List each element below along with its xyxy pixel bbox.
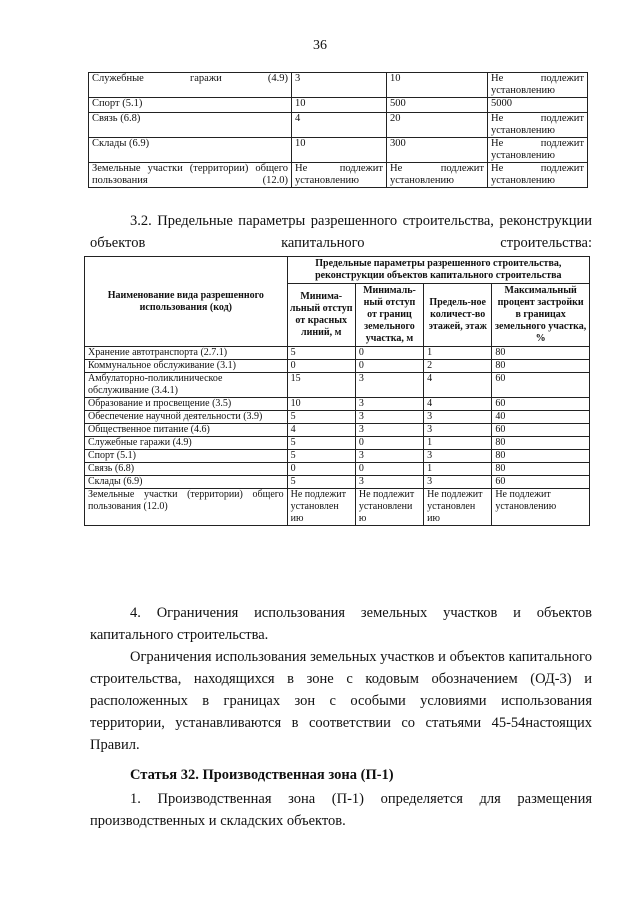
table-row	[85, 450, 590, 463]
header-use-type: Наименование вида разрешенного использования (код)	[85, 257, 288, 347]
table-cell: Связь (6.8)	[85, 463, 288, 476]
table-cell: 4	[424, 398, 492, 411]
table-cell: 0	[355, 463, 423, 476]
table-row	[85, 411, 590, 424]
table-row	[89, 138, 588, 163]
table-row	[85, 347, 590, 360]
cell-text: 4	[295, 113, 301, 124]
table-cell: Коммунальное обслуживание (3.1)	[85, 360, 288, 373]
cell-text: 10	[295, 138, 306, 149]
table-cell: Общественное питание (4.6)	[85, 424, 288, 437]
table-cell: 0	[355, 347, 423, 360]
table-row	[85, 398, 590, 411]
table-cell	[488, 138, 588, 163]
cell-text: 5000	[491, 98, 512, 109]
section-4-title: 4. Ограничения использования земельных участков и объектов капитального строительства.	[90, 605, 592, 643]
cell-text: 10	[295, 98, 306, 109]
table-cell: Хранение автотранспорта (2.7.1)	[85, 347, 288, 360]
table-cell: 10	[287, 398, 355, 411]
table-cell: Склады (6.9)	[85, 476, 288, 489]
table-cell: 1	[424, 437, 492, 450]
table-cell	[387, 98, 488, 113]
table-cell	[89, 163, 292, 188]
table-cell: Не подлежит установлен ию	[287, 489, 355, 526]
table-row	[85, 360, 590, 373]
table-cell: 60	[492, 476, 590, 489]
table-cell: Не подлежит установлен ию	[424, 489, 492, 526]
table-cell	[292, 98, 387, 113]
table-cell: 40	[492, 411, 590, 424]
table-row	[85, 437, 590, 450]
table-row	[85, 373, 590, 398]
cell-text: Склады (6.9)	[92, 138, 150, 149]
cell-text: Не подлежит установлению	[491, 113, 584, 136]
cell-text: Земельные участки (территории) общего пользования (12.0)	[92, 163, 288, 186]
table-cell	[488, 163, 588, 188]
cell-text: Не подлежит установлению	[295, 163, 383, 186]
page-number: 36	[313, 38, 327, 53]
table-cell: 0	[287, 360, 355, 373]
table-cell	[292, 138, 387, 163]
cell-text: 10	[390, 73, 401, 84]
table-limits-continued	[88, 72, 588, 188]
table-cell: 5	[287, 476, 355, 489]
article-32-title: Статья 32. Производственная зона (П-1)	[130, 767, 394, 783]
table-cell: 80	[492, 347, 590, 360]
table-cell: Не подлежит установлению	[492, 489, 590, 526]
header-max-coverage: Максимальный процент застройки в границах земельного участка, %	[492, 284, 590, 347]
table-cell	[292, 113, 387, 138]
table-cell: 0	[355, 360, 423, 373]
table-cell: 3	[355, 373, 423, 398]
table-cell: 2	[424, 360, 492, 373]
table-cell	[89, 138, 292, 163]
table-cell: Амбулаторно-поликлиническое обслуживание (3.4.1)	[85, 373, 288, 398]
article-32-paragraph-1: 1. Производственная зона (П-1) определяется для размещения производственных и складских объектов.	[90, 791, 592, 829]
cell-text: Не подлежит установлению	[491, 163, 584, 186]
cell-text: 3	[295, 73, 301, 84]
table-cell	[387, 113, 488, 138]
table-cell	[292, 163, 387, 188]
table-cell: 4	[424, 373, 492, 398]
table-cell: 3	[424, 450, 492, 463]
table-cell	[89, 113, 292, 138]
table-cell: 0	[287, 463, 355, 476]
header-floors: Предель-ное количест-во этажей, этаж	[424, 284, 492, 347]
header-red-line-setback: Минима-льный отступ от красных линий, м	[287, 284, 355, 347]
table-cell: 3	[355, 424, 423, 437]
table-cell: 3	[355, 450, 423, 463]
cell-text: 500	[390, 98, 406, 109]
table-cell: Обеспечение научной деятельности (3.9)	[85, 411, 288, 424]
table-row	[85, 463, 590, 476]
table-row	[85, 424, 590, 437]
table-cell: 3	[355, 398, 423, 411]
table-cell: 80	[492, 450, 590, 463]
table-cell	[387, 138, 488, 163]
section-3-2-heading: 3.2. Предельные параметры разрешенного строительства, реконструкции объектов капитального строительства:	[90, 213, 592, 251]
table-cell: Образование и просвещение (3.5)	[85, 398, 288, 411]
cell-text: Служебные гаражи (4.9)	[92, 73, 288, 84]
table-cell: 80	[492, 360, 590, 373]
table-cell: 60	[492, 373, 590, 398]
header-parameters-group: Предельные параметры разрешенного строительства, реконструкции объектов капитального строительства	[287, 257, 589, 284]
table-cell: 15	[287, 373, 355, 398]
section-4-body: Ограничения использования земельных участков и объектов капитального строительства, находящихся в зоне с кодовым обозначением (ОД-3) и расположенных в границах зон с особыми условиями использования территории, устанавливаются в соответствии со статьями 45-54настоящих Правил.	[90, 649, 592, 753]
table-cell	[488, 113, 588, 138]
table-row	[89, 163, 588, 188]
table-cell: 5	[287, 411, 355, 424]
table-cell: 3	[424, 411, 492, 424]
table-row	[89, 73, 588, 98]
table-cell: 4	[287, 424, 355, 437]
table-row	[89, 113, 588, 138]
table-cell: 3	[355, 411, 423, 424]
table-cell	[488, 73, 588, 98]
cell-text: Не подлежит установлению	[491, 138, 584, 161]
table-cell: 3	[424, 424, 492, 437]
cell-text: 300	[390, 138, 406, 149]
table-cell: 5	[287, 450, 355, 463]
cell-text: 20	[390, 113, 401, 124]
table-cell	[387, 73, 488, 98]
table-cell	[387, 163, 488, 188]
table-cell: 5	[287, 347, 355, 360]
table-cell	[89, 73, 292, 98]
table-cell: Спорт (5.1)	[85, 450, 288, 463]
table-cell: 3	[424, 476, 492, 489]
table-cell	[292, 73, 387, 98]
table-cell: 5	[287, 437, 355, 450]
table-cell: 80	[492, 437, 590, 450]
cell-text: Спорт (5.1)	[92, 98, 143, 109]
table-row	[85, 476, 590, 489]
table-cell: 3	[355, 476, 423, 489]
table-row	[89, 98, 588, 113]
cell-text: Не подлежит установлению	[491, 73, 584, 96]
table-cell: 0	[355, 437, 423, 450]
table-cell: 1	[424, 463, 492, 476]
table-cell: Служебные гаражи (4.9)	[85, 437, 288, 450]
table-row	[85, 489, 590, 526]
cell-text: Не подлежит установлению	[390, 163, 484, 186]
table-cell: 80	[492, 463, 590, 476]
header-plot-setback: Минималь-ный отступ от границ земельного участка, м	[355, 284, 423, 347]
table-construction-parameters	[84, 256, 590, 526]
table-cell: 1	[424, 347, 492, 360]
table-cell	[488, 98, 588, 113]
table-cell: Не подлежит установлени ю	[355, 489, 423, 526]
table-cell: Земельные участки (территории) общего пользования (12.0)	[85, 489, 288, 526]
table-cell	[89, 98, 292, 113]
cell-text: Связь (6.8)	[92, 113, 141, 124]
table-cell: 60	[492, 398, 590, 411]
table-cell: 60	[492, 424, 590, 437]
